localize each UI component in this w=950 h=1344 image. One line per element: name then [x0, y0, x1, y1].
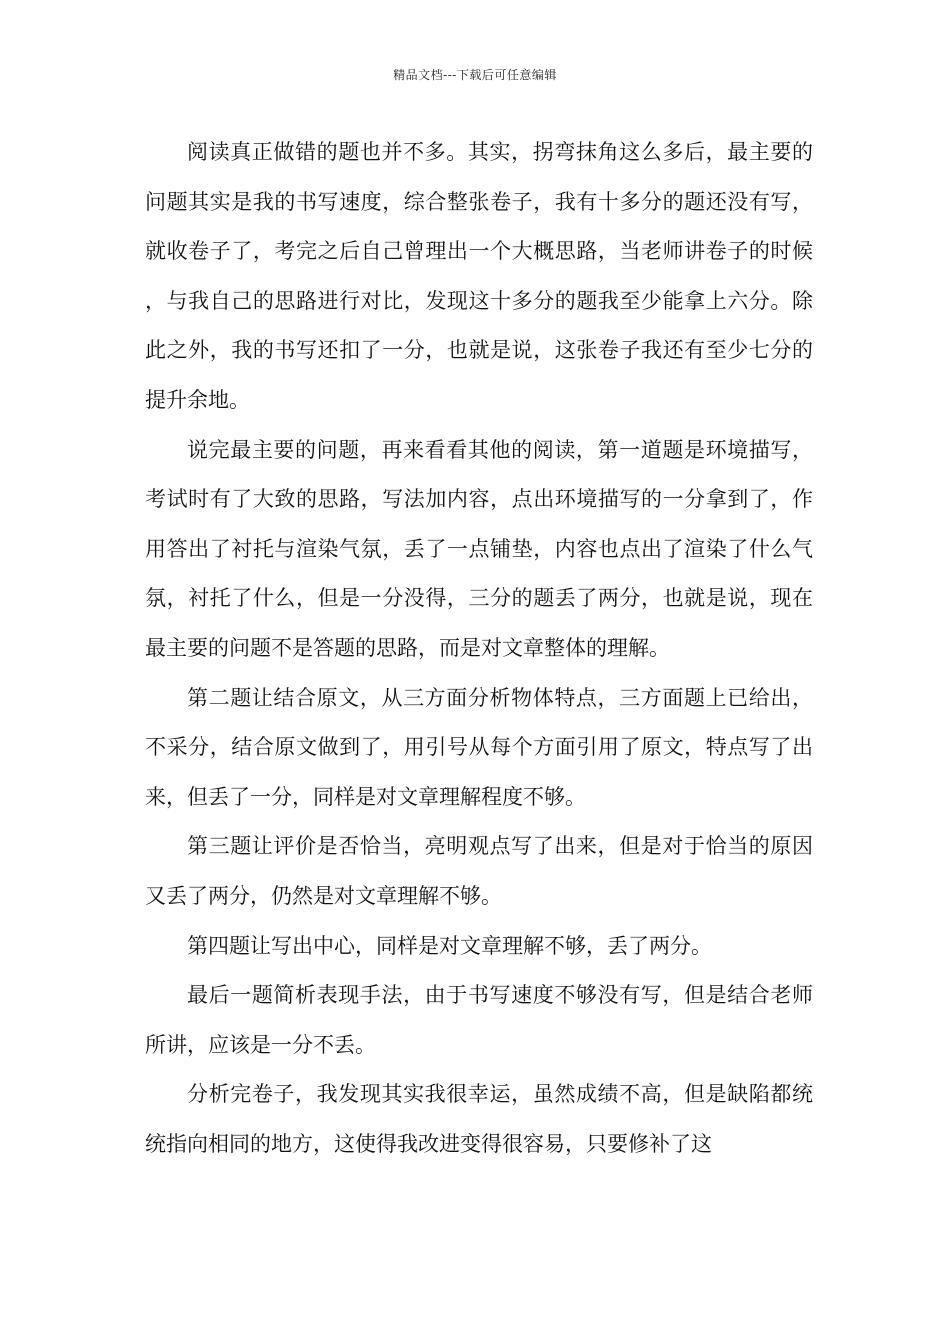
paragraph: 阅读真正做错的题也并不多。其实，拐弯抹角这么多后，最主要的问题其实是我的书写速度，综合整张卷子，我有十多分的题还没有写，就收卷子了，考完之后自己曾理出一个大概思路，当老师讲卷子的时候，与我自己的思路进行对比，发现这十多分的题我至少能拿上六分。除此之外，我的书写还扣了一分，也就是说，这张卷子我还有至少七分的提升余地。 — [145, 140, 813, 412]
document-body — [145, 128, 813, 1169]
paragraph: 第二题让结合原文，从三方面分析物体特点，三方面题上已给出，不采分，结合原文做到了，用引号从每个方面引用了原文，特点写了出来，但丢了一分，同样是对文章理解程度不够。 — [145, 685, 813, 809]
paragraph: 分析完卷子，我发现其实我很幸运，虽然成绩不高，但是缺陷都统统指向相同的地方，这使得我改进变得很容易，只要修补了这 — [145, 1082, 813, 1156]
paragraph: 第四题让写出中心，同样是对文章理解不够，丢了两分。 — [187, 933, 712, 958]
paragraph: 最后一题简析表现手法，由于书写速度不够没有写，但是结合老师所讲，应该是一分不丢。 — [145, 983, 813, 1057]
paragraph: 说完最主要的问题，再来看看其他的阅读，第一道题是环境描写，考试时有了大致的思路，写法加内容，点出环境描写的一分拿到了，作用答出了衬托与渲染气氛，丢了一点铺垫，内容也点出了渲染了什么气氛，衬托了什么，但是一分没得，三分的题丢了两分，也就是说，现在最主要的问题不是答题的思路，而是对文章整体的理解。 — [145, 437, 813, 660]
paragraph: 第三题让评价是否恰当，亮明观点写了出来，但是对于恰当的原因又丢了两分，仍然是对文章理解不够。 — [145, 834, 813, 908]
page-header: 精品文档---下载后可任意编辑 — [393, 68, 557, 82]
